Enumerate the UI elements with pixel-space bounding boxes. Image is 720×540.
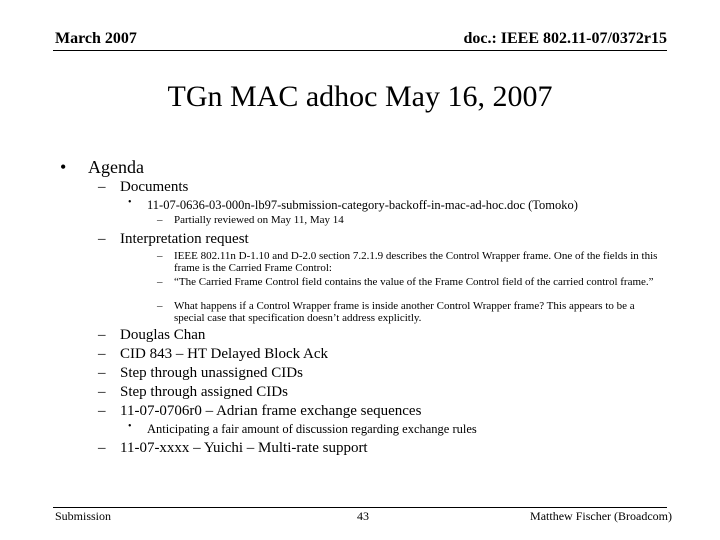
footer-divider: [53, 507, 667, 508]
dash-marker: –: [157, 300, 163, 312]
bullet-marker: •: [128, 197, 132, 208]
slide-title: TGn MAC adhoc May 16, 2007: [167, 80, 553, 113]
agenda-heading: Agenda: [88, 157, 144, 177]
agenda-item: 11-07-0706r0 – Adrian frame exchange sequences: [120, 403, 422, 419]
dash-marker: –: [98, 346, 106, 362]
footer-author: Matthew Fischer (Broadcom): [530, 509, 672, 523]
header-doc-id: doc.: IEEE 802.11-07/0372r15: [463, 30, 667, 47]
documents-note: Partially reviewed on May 11, May 14: [174, 214, 344, 226]
exchange-note: Anticipating a fair amount of discussion regarding exchange rules: [147, 422, 477, 436]
dash-marker: –: [98, 179, 106, 195]
agenda-item: Step through assigned CIDs: [120, 384, 288, 400]
dash-marker: –: [98, 384, 106, 400]
dash-marker: –: [157, 276, 163, 288]
dash-marker: –: [98, 327, 106, 343]
agenda-item: CID 843 – HT Delayed Block Ack: [120, 346, 329, 362]
header-date: March 2007: [55, 30, 137, 47]
dash-marker: –: [157, 250, 163, 262]
bullet-marker: •: [128, 421, 132, 432]
dash-marker: –: [98, 440, 106, 456]
dash-marker: –: [98, 231, 106, 247]
documents-item: 11-07-0636-03-000n-lb97-submission-category-backoff-in-mac-ad-hoc.doc (Tomoko): [147, 198, 578, 212]
interpretation-point: “The Carried Frame Control field contains the value of the Frame Control field of the carried control frame.”: [174, 276, 654, 288]
agenda-item: Step through unassigned CIDs: [120, 365, 303, 381]
interpretation-label: Interpretation request: [120, 231, 249, 247]
header-divider: [53, 50, 667, 51]
dash-marker: –: [157, 214, 163, 226]
agenda-item-last: 11-07-xxxx – Yuichi – Multi-rate support: [120, 440, 368, 456]
dash-marker: –: [98, 403, 106, 419]
agenda-bullet: •: [60, 157, 67, 177]
documents-label: Documents: [120, 179, 189, 195]
agenda-item: Douglas Chan: [120, 327, 206, 343]
dash-marker: –: [98, 365, 106, 381]
interpretation-point: IEEE 802.11n D-1.10 and D-2.0 section 7.2.1.9 describes the Control Wrapper frame. One of the fields in this frame is the Carried Frame Control:: [174, 250, 658, 274]
page-number: 43: [357, 509, 369, 523]
footer-submission: Submission: [55, 509, 112, 523]
interpretation-point: What happens if a Control Wrapper frame is inside another Control Wrapper frame? This appears to be a special case that specification doesn’t address explicitly.: [174, 300, 635, 324]
